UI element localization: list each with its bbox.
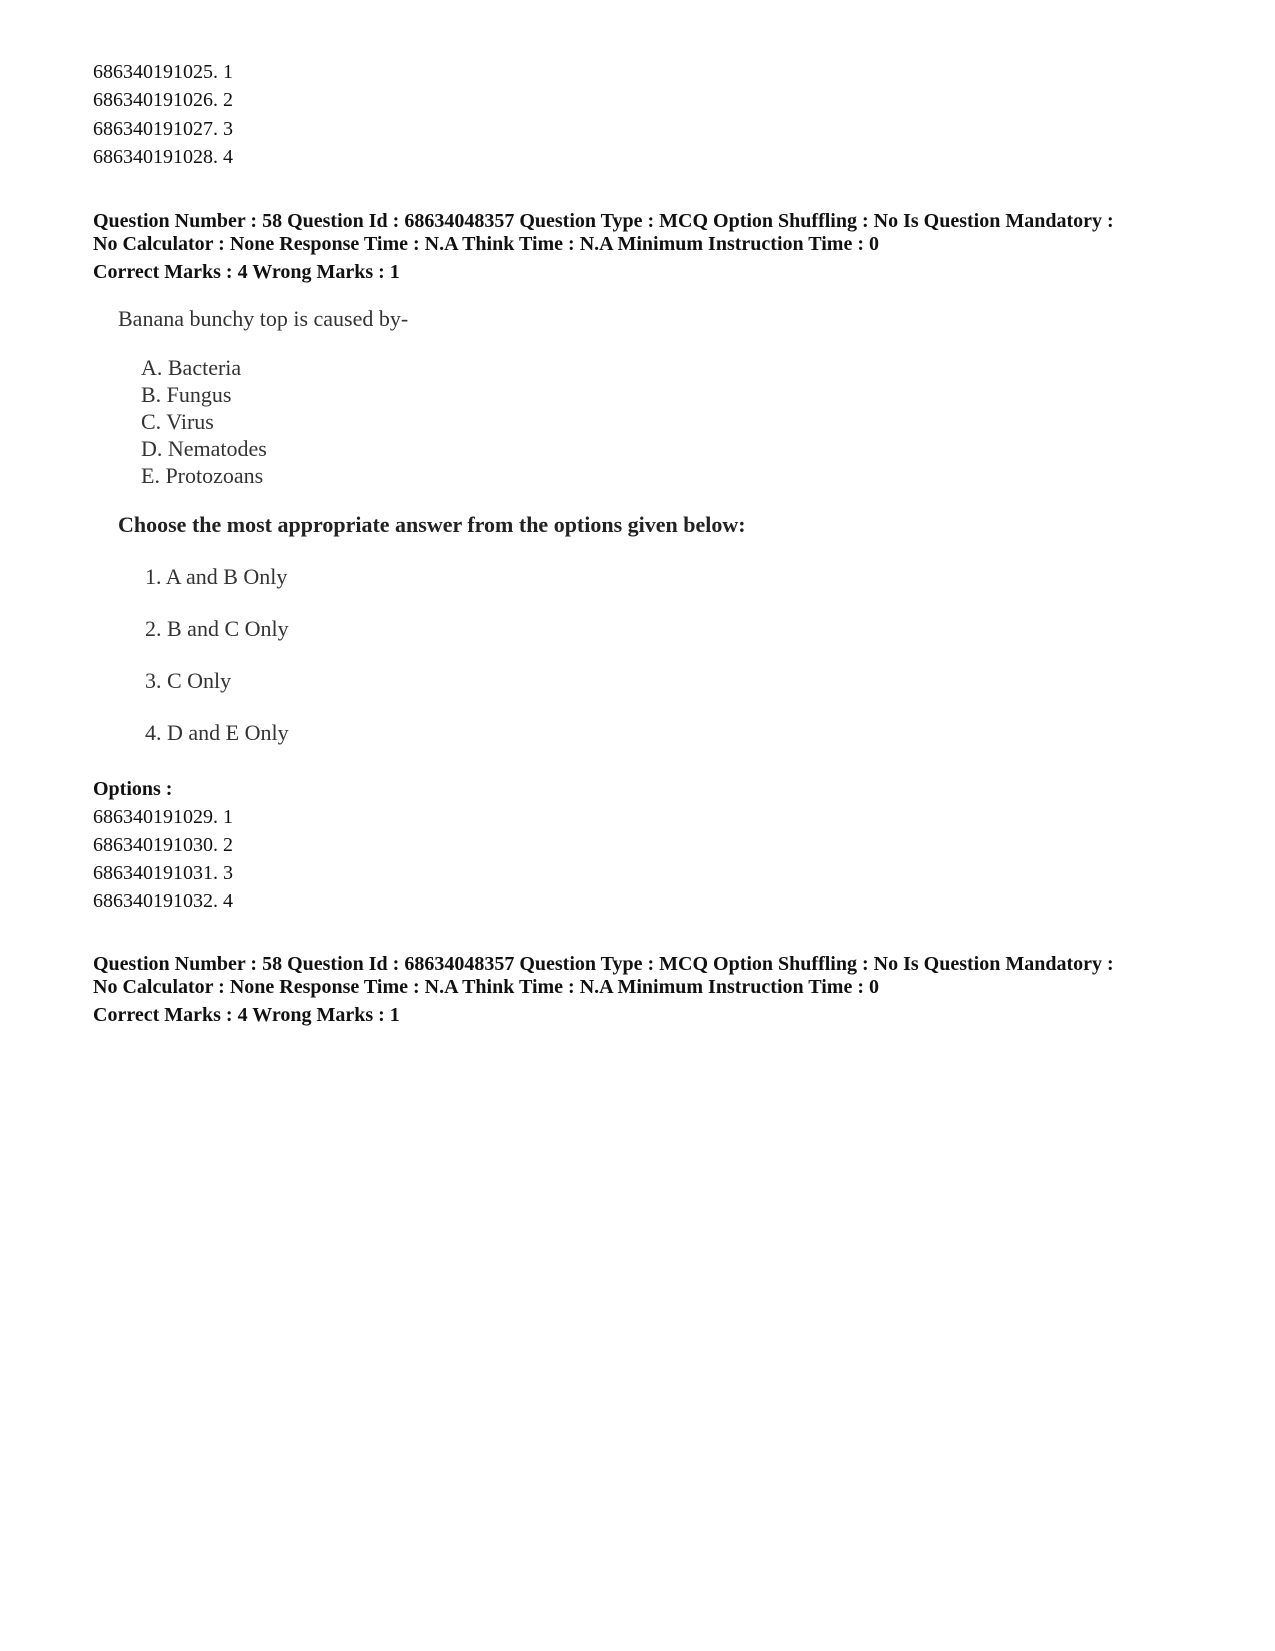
next-question-header-line1: Question Number : 58 Question Id : 68634048357 Question Type : MCQ Option Shuffling : No Is Question Mandatory : (93, 953, 1114, 975)
question-item-e: E. Protozoans (141, 463, 264, 488)
option-1: 686340191029. 1 (93, 806, 233, 828)
question-header-line2: No Calculator : None Response Time : N.A Think Time : N.A Minimum Instruction Time : 0 (93, 233, 879, 255)
option-4: 686340191032. 4 (93, 890, 233, 912)
prev-option-3: 686340191027. 3 (93, 118, 233, 140)
question-item-b: B. Fungus (141, 382, 232, 407)
question-choice-3: 3. C Only (145, 668, 232, 693)
question-header-line1: Question Number : 58 Question Id : 68634048357 Question Type : MCQ Option Shuffling : No Is Question Mandatory : (93, 210, 1114, 232)
question-item-c: C. Virus (141, 409, 214, 434)
question-item-d: D. Nematodes (141, 436, 267, 461)
option-3: 686340191031. 3 (93, 862, 233, 884)
question-choice-4: 4. D and E Only (145, 720, 289, 745)
next-question-header-line2: No Calculator : None Response Time : N.A Think Time : N.A Minimum Instruction Time : 0 (93, 976, 879, 998)
option-2: 686340191030. 2 (93, 834, 233, 856)
question-item-a: A. Bacteria (141, 355, 242, 380)
question-stem: Banana bunchy top is caused by- (118, 306, 409, 331)
prev-option-4: 686340191028. 4 (93, 146, 233, 168)
question-instruction: Choose the most appropriate answer from the options given below: (118, 512, 746, 537)
question-marks: Correct Marks : 4 Wrong Marks : 1 (93, 261, 400, 283)
next-question-marks: Correct Marks : 4 Wrong Marks : 1 (93, 1004, 400, 1026)
options-label: Options : (93, 778, 173, 800)
question-choice-2: 2. B and C Only (145, 616, 289, 641)
prev-option-1: 686340191025. 1 (93, 61, 233, 83)
question-choice-1: 1. A and B Only (145, 564, 288, 589)
prev-option-2: 686340191026. 2 (93, 89, 233, 111)
